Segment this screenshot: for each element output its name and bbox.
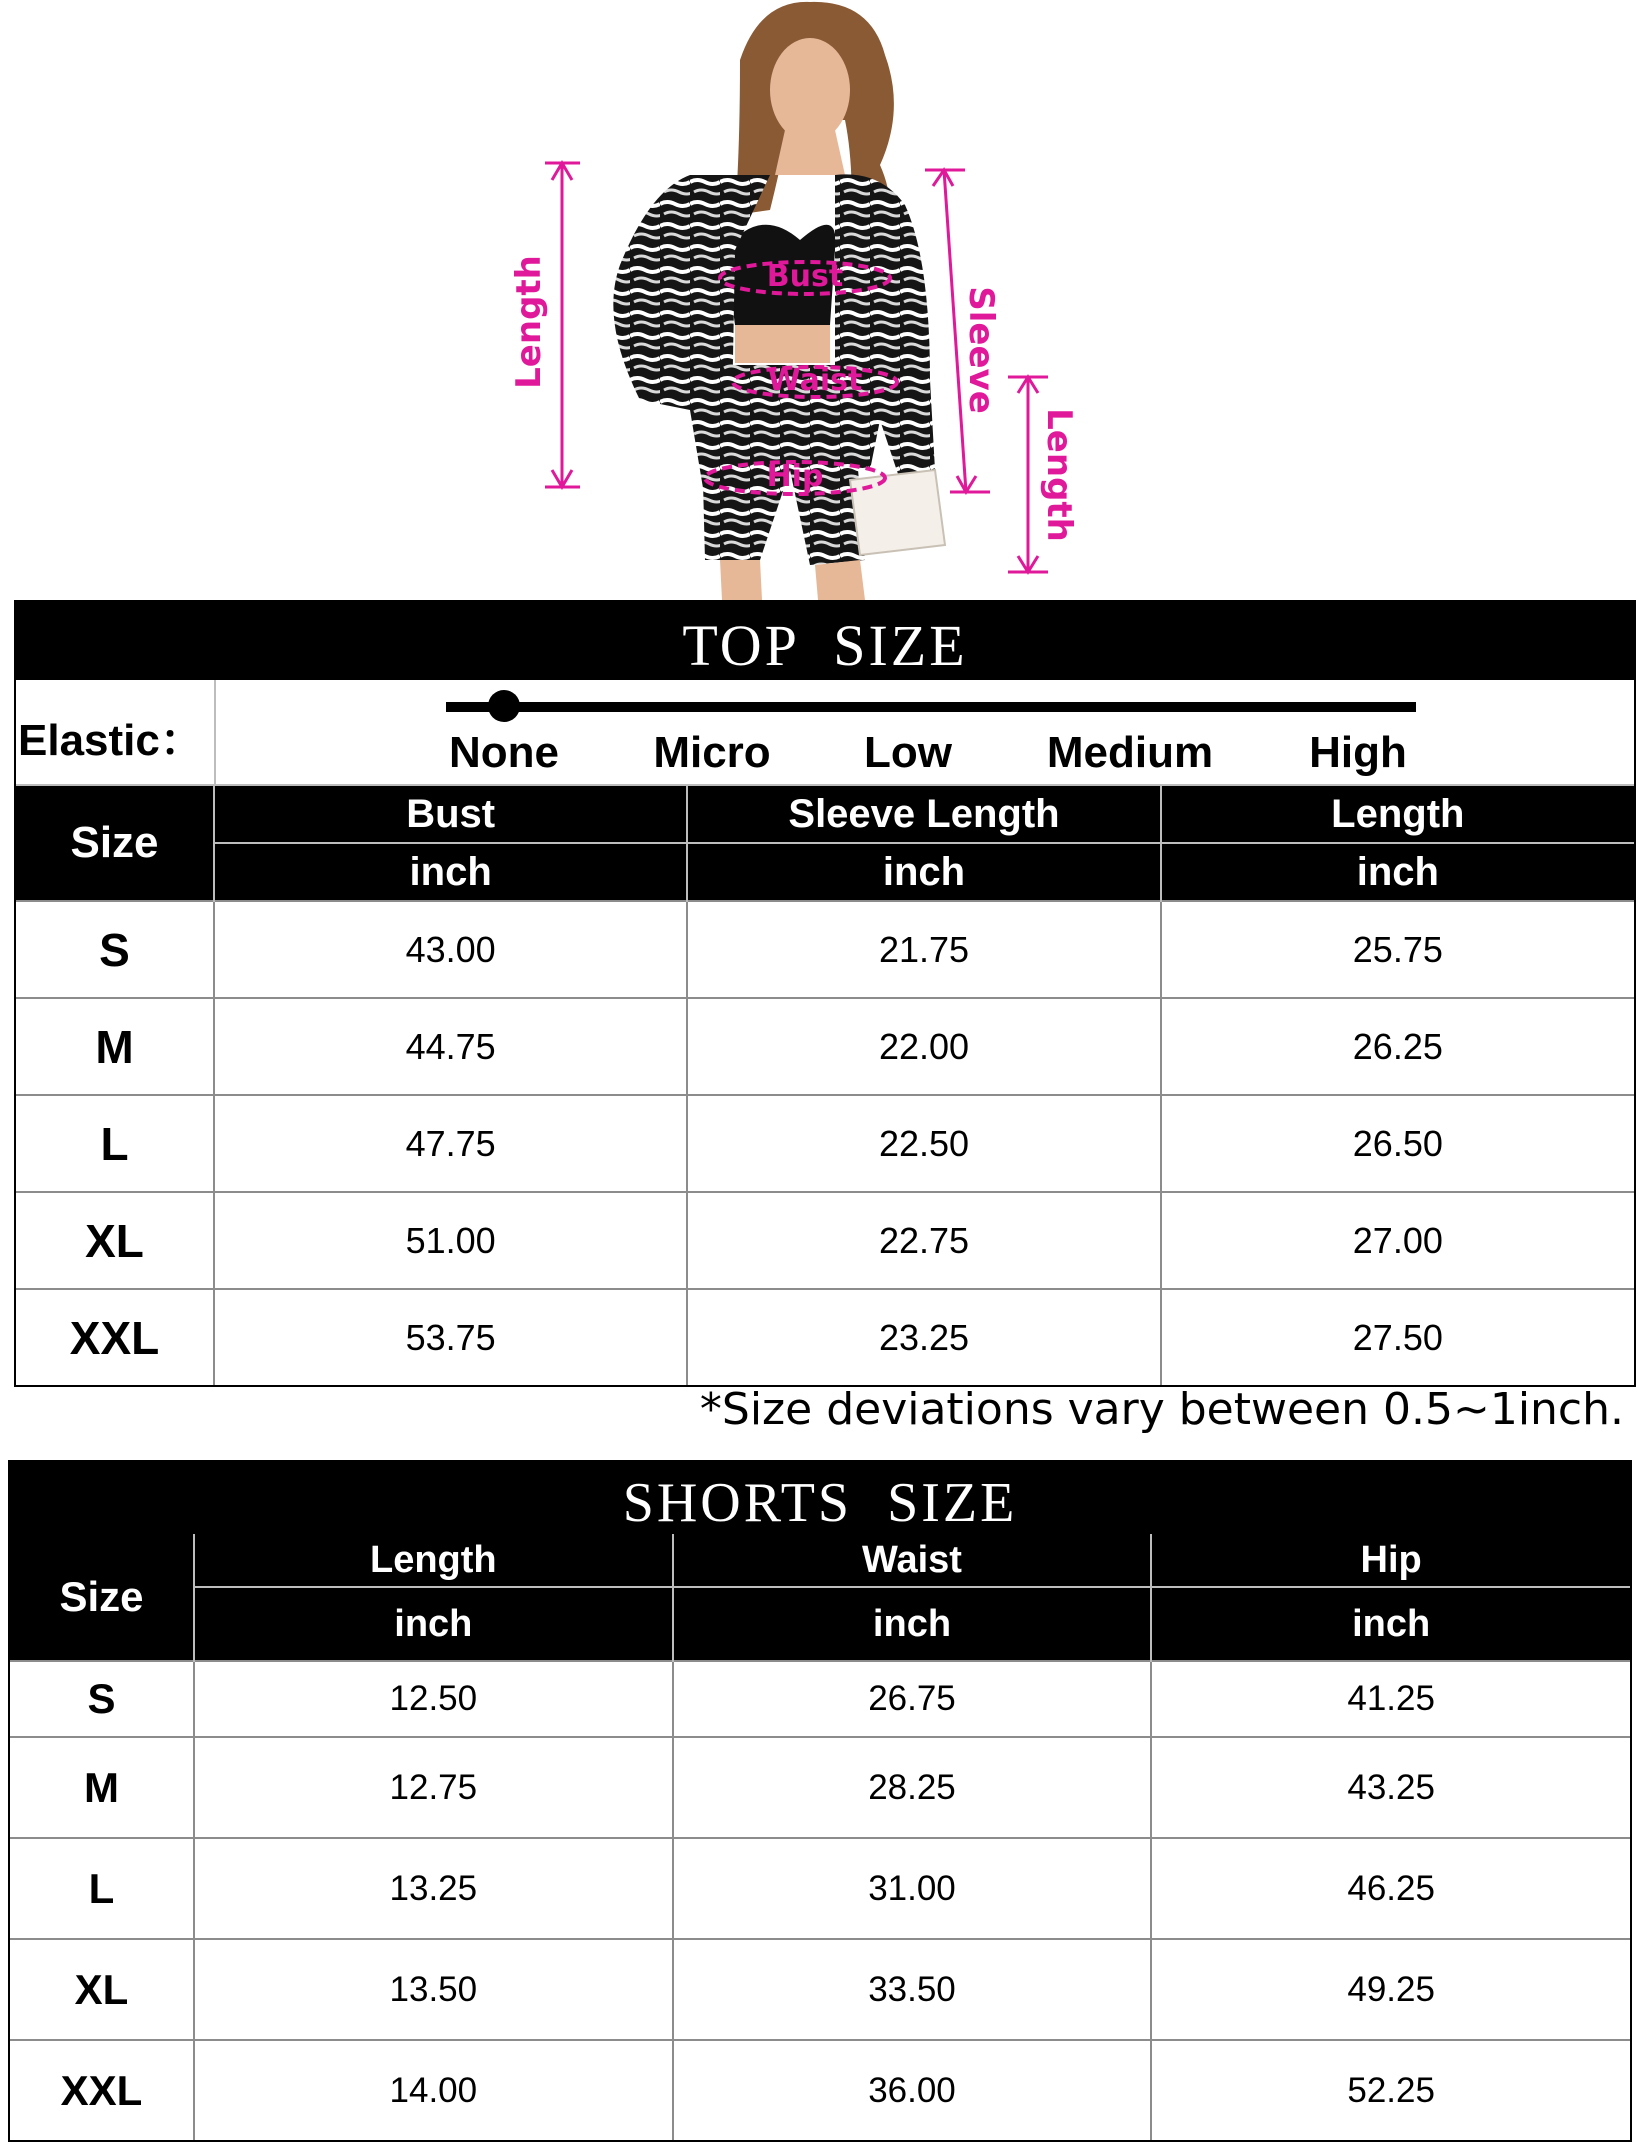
table-row — [10, 1737, 1630, 1838]
hip-cell: 52.25 — [1151, 2040, 1630, 2140]
elastic-option-medium: Medium — [1046, 728, 1214, 777]
length-cell: 27.50 — [1161, 1289, 1634, 1385]
hip-label: Hip — [766, 459, 824, 494]
elastic-track — [446, 702, 1416, 712]
unit-header: inch — [194, 1587, 673, 1661]
table-row — [16, 1095, 1634, 1192]
size-cell: M — [16, 998, 214, 1095]
bust-cell: 44.75 — [214, 998, 687, 1095]
length-cell: 27.00 — [1161, 1192, 1634, 1289]
top-size-chart — [14, 600, 1636, 1387]
top-size-title: TOP SIZE — [16, 602, 1634, 680]
hip-cell: 46.25 — [1151, 1838, 1630, 1939]
table-row — [10, 2040, 1630, 2140]
sleeve-cell: 22.75 — [687, 1192, 1160, 1289]
size-column-header: Size — [10, 1534, 194, 1661]
sleeve-cell: 22.00 — [687, 998, 1160, 1095]
top-size-table — [16, 786, 1634, 1385]
model-clutch — [850, 470, 945, 555]
waist-label: Waist — [767, 363, 863, 398]
waist-column-header: Waist — [673, 1534, 1152, 1587]
size-cell: XXL — [10, 2040, 194, 2140]
length-column-header: Length — [1161, 786, 1634, 843]
bust-label: Bust — [766, 259, 844, 294]
model-face — [770, 38, 850, 142]
sleeve-cell: 23.25 — [687, 1289, 1160, 1385]
unit-header: inch — [1151, 1587, 1630, 1661]
elastic-option-micro: Micro — [653, 728, 771, 777]
unit-header: inch — [687, 843, 1160, 901]
waist-cell: 28.25 — [673, 1737, 1152, 1838]
bust-cell: 53.75 — [214, 1289, 687, 1385]
sleeve-label: Sleeve — [961, 286, 1001, 414]
top-length-arrow — [545, 163, 580, 487]
length-cell: 13.25 — [194, 1838, 673, 1939]
unit-header: inch — [673, 1587, 1152, 1661]
size-column-header: Size — [16, 786, 214, 901]
waist-cell: 36.00 — [673, 2040, 1152, 2140]
length-cell: 26.50 — [1161, 1095, 1634, 1192]
length-cell: 14.00 — [194, 2040, 673, 2140]
length-cell: 13.50 — [194, 1939, 673, 2040]
size-cell: L — [16, 1095, 214, 1192]
waist-cell: 31.00 — [673, 1838, 1152, 1939]
bust-cell: 47.75 — [214, 1095, 687, 1192]
elastic-option-low: Low — [864, 728, 952, 777]
elastic-divider — [214, 680, 216, 784]
hip-cell: 49.25 — [1151, 1939, 1630, 2040]
unit-header: inch — [1161, 843, 1634, 901]
table-row — [10, 1661, 1630, 1737]
shorts-length-label: Length — [1039, 408, 1079, 542]
unit-header: inch — [214, 843, 687, 901]
model-measurement-figure — [0, 0, 1650, 600]
bust-column-header: Bust — [214, 786, 687, 843]
top-length-label: Length — [509, 255, 549, 389]
length-cell: 26.25 — [1161, 998, 1634, 1095]
sleeve-length-column-header: Sleeve Length — [687, 786, 1160, 843]
table-row — [10, 1838, 1630, 1939]
table-row — [16, 998, 1634, 1095]
hip-column-header: Hip — [1151, 1534, 1630, 1587]
length-column-header: Length — [194, 1534, 673, 1587]
shorts-size-table — [10, 1534, 1630, 2140]
table-row — [16, 1289, 1634, 1385]
size-cell: S — [16, 901, 214, 998]
bust-cell: 43.00 — [214, 901, 687, 998]
waist-cell: 33.50 — [673, 1939, 1152, 2040]
length-cell: 12.75 — [194, 1737, 673, 1838]
elastic-selected-indicator — [488, 690, 520, 722]
size-deviation-note: *Size deviations vary between 0.5~1inch. — [699, 1384, 1624, 1435]
size-cell: XL — [10, 1939, 194, 2040]
size-cell: L — [10, 1838, 194, 1939]
hip-cell: 41.25 — [1151, 1661, 1630, 1737]
shorts-size-title: SHORTS SIZE — [10, 1462, 1630, 1534]
size-cell: M — [10, 1737, 194, 1838]
bust-cell: 51.00 — [214, 1192, 687, 1289]
size-cell: XL — [16, 1192, 214, 1289]
elastic-scale — [16, 680, 1634, 786]
size-cell: S — [10, 1661, 194, 1737]
sleeve-cell: 21.75 — [687, 901, 1160, 998]
size-cell: XXL — [16, 1289, 214, 1385]
elastic-option-high: High — [1309, 728, 1407, 777]
elastic-option-none: None — [449, 728, 559, 777]
sleeve-cell: 22.50 — [687, 1095, 1160, 1192]
hip-cell: 43.25 — [1151, 1737, 1630, 1838]
table-row — [16, 901, 1634, 998]
table-row — [16, 1192, 1634, 1289]
table-row — [10, 1939, 1630, 2040]
length-cell: 25.75 — [1161, 901, 1634, 998]
shorts-size-chart — [8, 1460, 1632, 2142]
waist-cell: 26.75 — [673, 1661, 1152, 1737]
length-cell: 12.50 — [194, 1661, 673, 1737]
elastic-label: Elastic： — [18, 716, 204, 765]
